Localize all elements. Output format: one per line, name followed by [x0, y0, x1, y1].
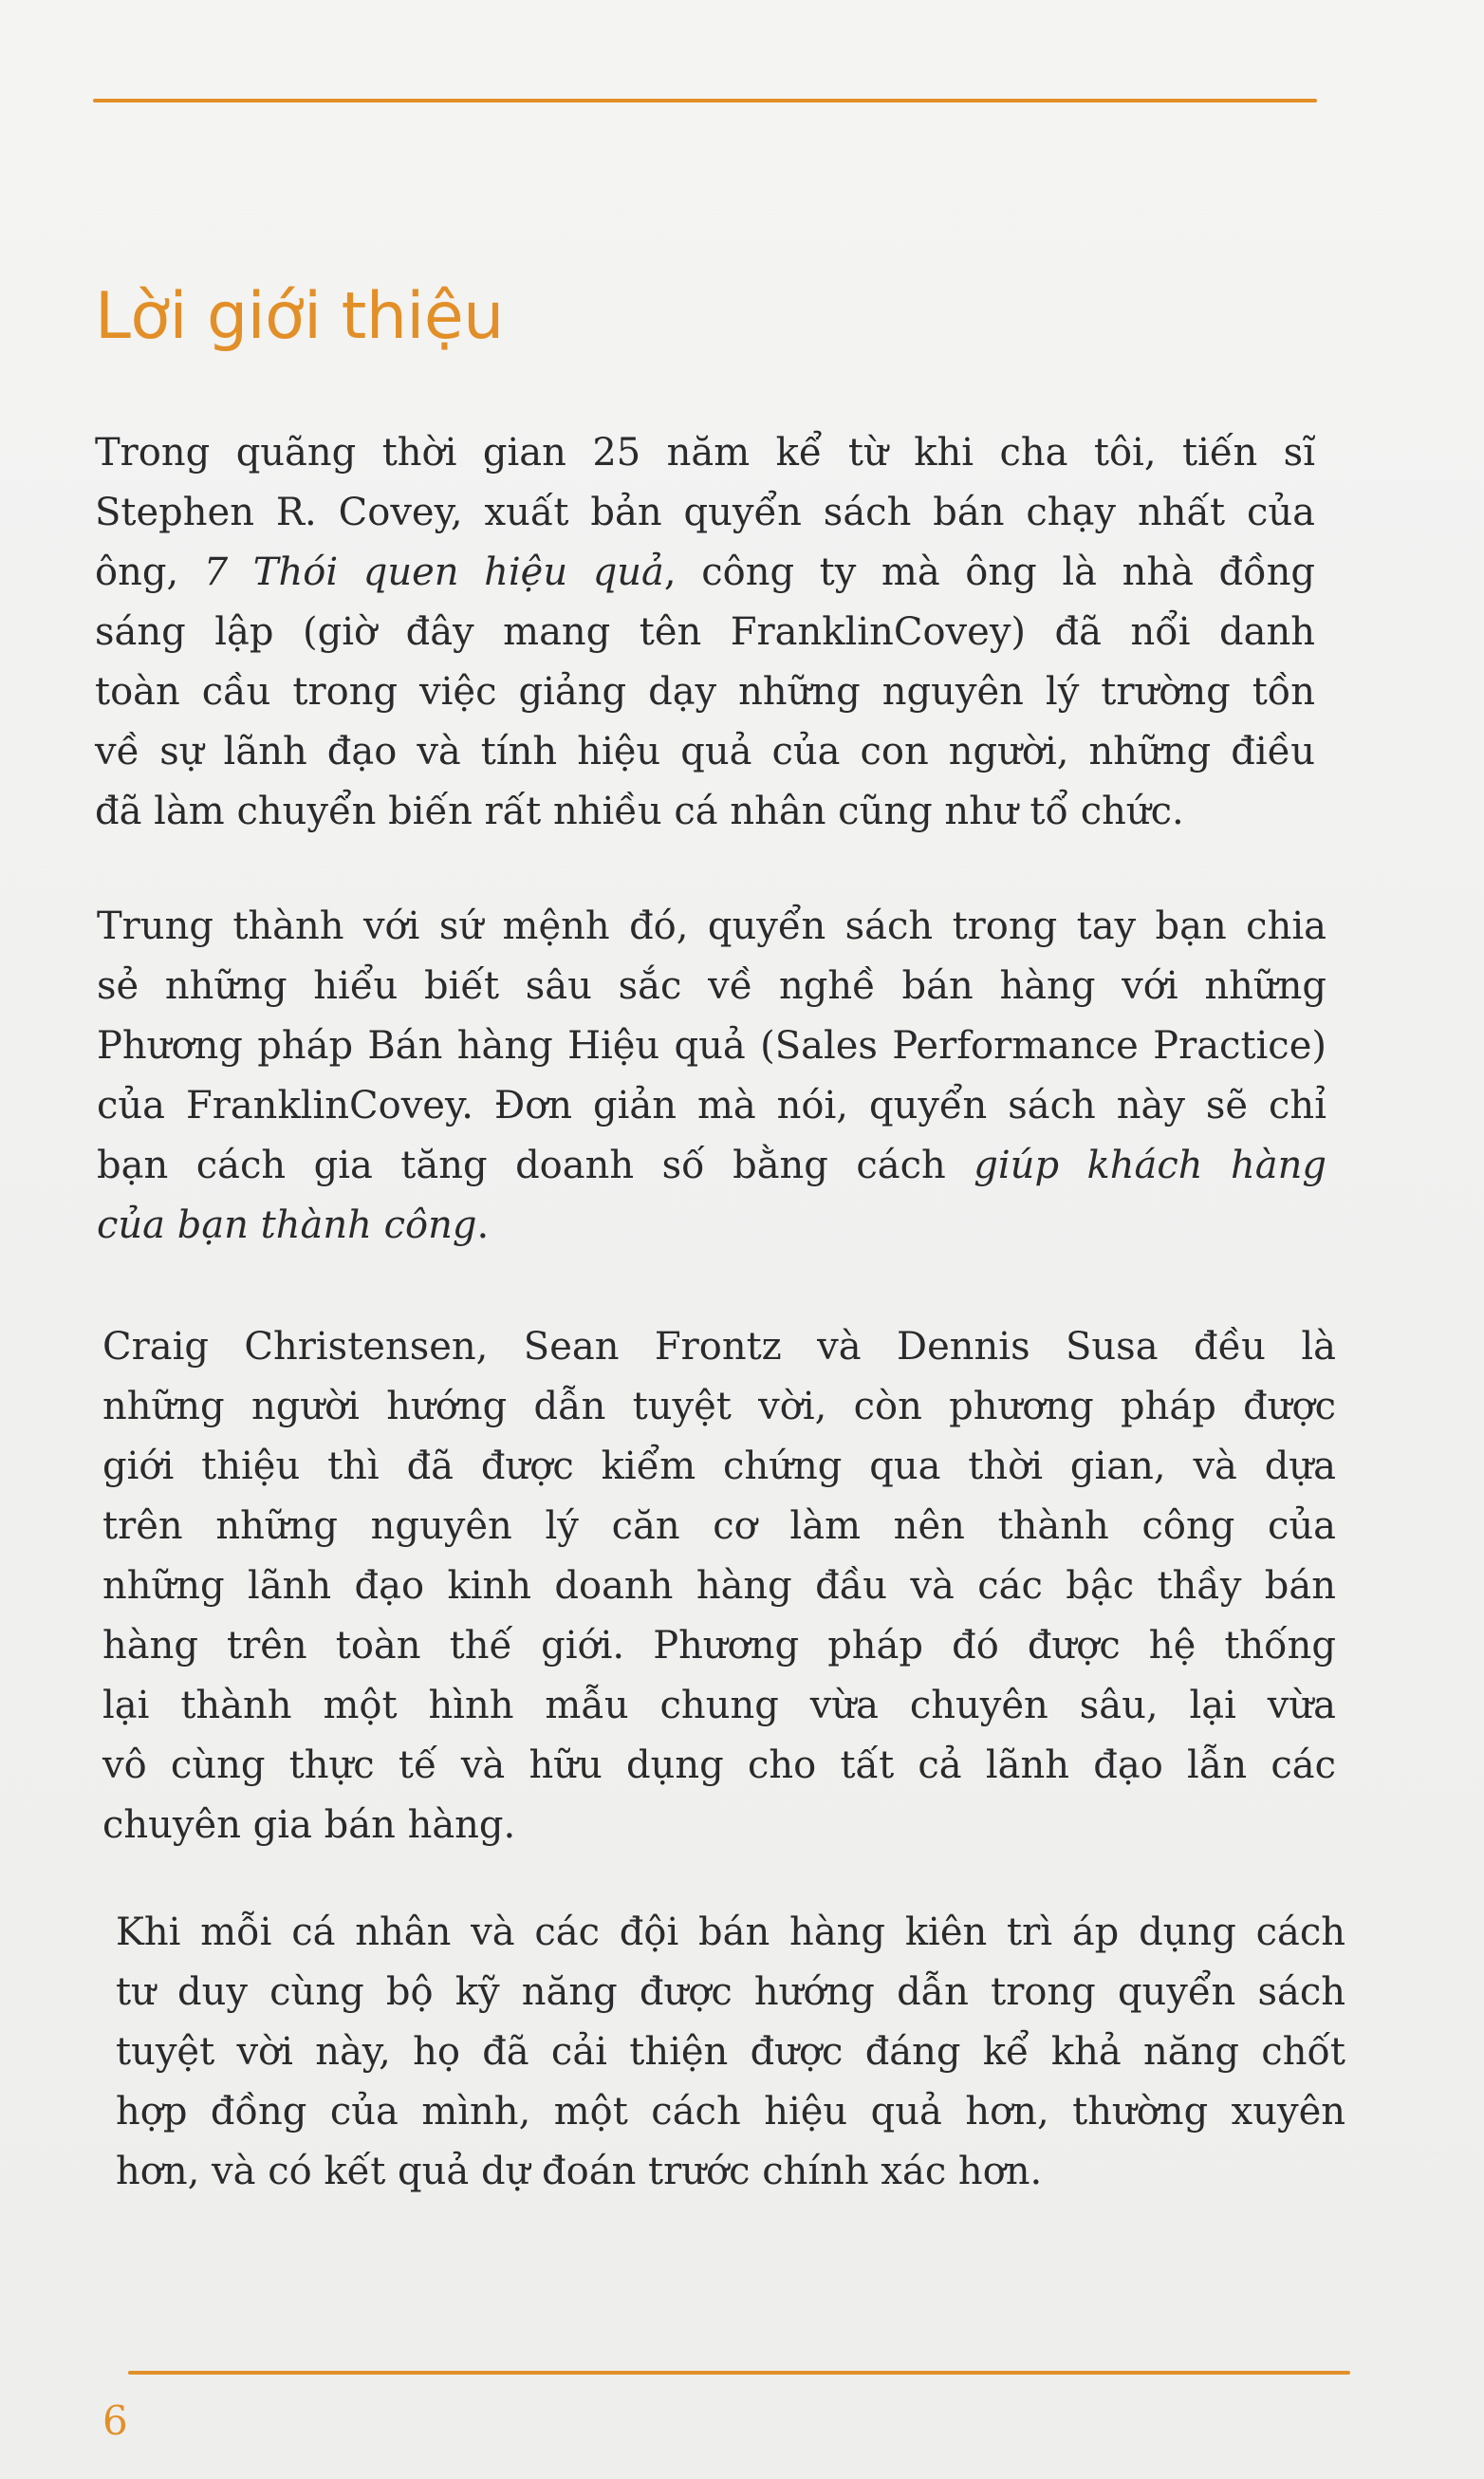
- text-line: về sự lãnh đạo và tính hiệu quả của con người, những điều: [95, 730, 1315, 774]
- text-line: sẻ những hiểu biết sâu sắc về nghề bán hàng với những: [97, 964, 1326, 1008]
- text-segment: , công ty mà ông là nhà đồng: [663, 550, 1315, 594]
- text-line: [95, 543, 1315, 603]
- paragraph-4: [116, 1903, 1345, 2202]
- text-line: [97, 1196, 1326, 1256]
- text-segment: .: [476, 1203, 490, 1247]
- text-line: [97, 1136, 1326, 1196]
- text-line: tư duy cùng bộ kỹ năng được hướng dẫn trong quyển sách: [116, 1970, 1345, 2014]
- book-title: 7 Thói quen hiệu quả: [203, 550, 664, 594]
- emphasis-text: của bạn thành công: [97, 1203, 477, 1247]
- text-line: Khi mỗi cá nhân và các đội bán hàng kiên trì áp dụng cách: [116, 1911, 1345, 1954]
- text-line: hàng trên toàn thế giới. Phương pháp đó được hệ thống: [102, 1624, 1336, 1668]
- paragraph-2: [97, 897, 1326, 1256]
- paragraph-1: [95, 423, 1315, 842]
- text-line: những người hướng dẫn tuyệt vời, còn phương pháp được: [102, 1385, 1336, 1428]
- bottom-divider: [128, 2371, 1350, 2375]
- text-line: trên những nguyên lý căn cơ làm nên thành công của: [102, 1504, 1336, 1548]
- emphasis-text: giúp khách hàng: [974, 1144, 1326, 1187]
- text-line: toàn cầu trong việc giảng dạy những nguyên lý trường tồn: [95, 670, 1315, 714]
- text-line: chuyên gia bán hàng.: [102, 1803, 516, 1847]
- text-line: tuyệt vời này, họ đã cải thiện được đáng kể khả năng chốt: [116, 2030, 1345, 2074]
- text-line: Stephen R. Covey, xuất bản quyển sách bán chạy nhất của: [95, 491, 1315, 534]
- text-segment: bạn cách gia tăng doanh số bằng cách: [97, 1144, 974, 1187]
- text-line: Trong quãng thời gian 25 năm kể từ khi cha tôi, tiến sĩ: [95, 431, 1315, 475]
- text-line: sáng lập (giờ đây mang tên FranklinCovey) đã nổi danh: [95, 610, 1315, 654]
- text-line: giới thiệu thì đã được kiểm chứng qua thời gian, và dựa: [102, 1445, 1336, 1488]
- top-divider: [93, 99, 1317, 103]
- text-line: hợp đồng của mình, một cách hiệu quả hơn, thường xuyên: [116, 2090, 1345, 2134]
- page-number: 6: [102, 2397, 128, 2444]
- text-line: những lãnh đạo kinh doanh hàng đầu và các bậc thầy bán: [102, 1564, 1336, 1608]
- text-line: hơn, và có kết quả dự đoán trước chính xác hơn.: [116, 2150, 1043, 2193]
- text-line: của FranklinCovey. Đơn giản mà nói, quyển sách này sẽ chỉ: [97, 1084, 1326, 1128]
- text-line: Craig Christensen, Sean Frontz và Dennis Susa đều là: [102, 1325, 1336, 1369]
- text-line: Trung thành với sứ mệnh đó, quyển sách trong tay bạn chia: [97, 904, 1326, 948]
- text-line: Phương pháp Bán hàng Hiệu quả (Sales Performance Practice): [97, 1024, 1326, 1068]
- text-line: đã làm chuyển biến rất nhiều cá nhân cũng như tổ chức.: [95, 790, 1184, 833]
- text-line: lại thành một hình mẫu chung vừa chuyên sâu, lại vừa: [102, 1684, 1336, 1727]
- paragraph-3: [102, 1317, 1336, 1855]
- text-segment: ông,: [95, 550, 204, 594]
- text-line: vô cùng thực tế và hữu dụng cho tất cả lãnh đạo lẫn các: [102, 1743, 1336, 1787]
- page-title: Lời giới thiệu: [95, 279, 504, 354]
